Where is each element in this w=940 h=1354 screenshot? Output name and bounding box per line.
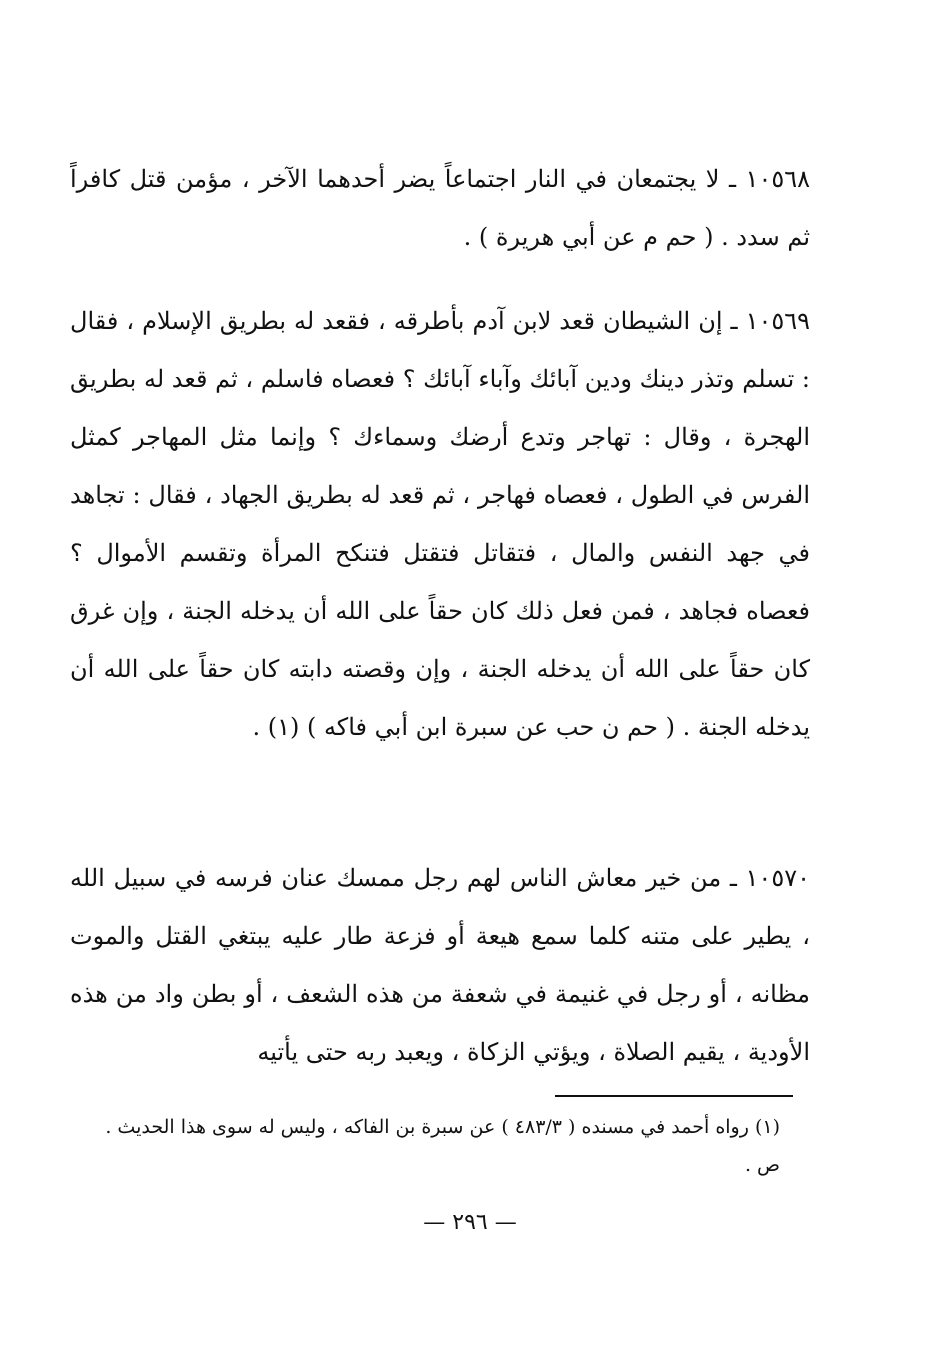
hadith-number: ١٠٥٦٨ bbox=[745, 165, 810, 193]
hadith-text: من خير معاش الناس لهم رجل ممسك عنان فرسه في سبيل الله ، يطير على متنه كلما سمع هيعة أو فزعة طار عليه يبتغي القتل والموت مظانه ، أو رجل في غنيمة في شعفة من هذه الشعف ، أو بطن واد من هذه الأودية ، يقيم الصلاة ، ويؤتي الزكاة ، ويعبد ربه حتى يأتيه bbox=[70, 864, 810, 1066]
hadith-10568: ١٠٥٦٨ ـ لا يجتمعان في النار اجتماعاً يضر أحدهما الآخر ، مؤمن قتل كافراً ثم سدد . ( حم م عن أبي هريرة ) . bbox=[70, 165, 810, 251]
hadith-10569: ١٠٥٦٩ ـ إن الشيطان قعد لابن آدم بأطرقه ، فقعد له بطريق الإسلام ، فقال : تسلم وتذر دينك ودين آبائك وآباء آبائك ؟ فعصاه فاسلم ، ثم قعد له بطريق الهجرة ، وقال : تهاجر وتدع أرضك وسماءك ؟ وإنما مثل المهاجر كمثل الفرس في الطول ، فعصاه فهاجر ، ثم قعد له بطريق الجهاد ، فقال : تجاهد في جهد النفس والمال ، فتقاتل فتقتل فتنكح المرأة وتقسم الأموال ؟ فعصاه فجاهد ، فمن فعل ذلك كان حقاً على الله أن يدخله الجنة ، وإن غرق كان حقاً على الله أن يدخله الجنة ، وإن وقصته دابته كان حقاً على الله أن يدخله الجنة . ( حم ن حب عن سبرة ابن أبي فاكه ) (١) . bbox=[70, 307, 811, 741]
hadith-number: ١٠٥٦٩ bbox=[745, 307, 811, 335]
hadith-10570: ١٠٥٧٠ ـ من خير معاش الناس لهم رجل ممسك عنان فرسه في سبيل الله ، يطير على متنه كلما سمع هيعة أو فزعة طار عليه يبتغي القتل والموت مظانه ، أو رجل في غنيمة في شعفة من هذه الشعف ، أو بطن واد من هذه الأودية ، يقيم الصلاة ، ويؤتي الزكاة ، ويعبد ربه حتى يأتيه bbox=[70, 864, 810, 1066]
footnote: (١) رواه أحمد في مسنده ( ٤٨٣/٣ ) عن سبرة بن الفاكه ، وليس له سوى هذا الحديث . ص . bbox=[105, 1116, 780, 1176]
hadith-number: ١٠٥٧٠ bbox=[745, 864, 810, 892]
hadith-text: إن الشيطان قعد لابن آدم بأطرقه ، فقعد له بطريق الإسلام ، فقال : تسلم وتذر دينك ودين آبائك وآباء آبائك ؟ فعصاه فاسلم ، ثم قعد له بطريق الهجرة ، وقال : تهاجر وتدع أرضك وسماءك ؟ وإنما مثل المهاجر كمثل الفرس في الطول ، فعصاه فهاجر ، ثم قعد له بطريق الجهاد ، فقال : تجاهد في جهد النفس والمال ، فتقاتل فتقتل فتنكح المرأة وتقسم الأموال ؟ فعصاه فجاهد ، فمن فعل ذلك كان حقاً على الله أن يدخله الجنة ، وإن غرق كان حقاً على الله أن يدخله الجنة ، وإن وقصته دابته كان حقاً على الله أن يدخله الجنة . ( حم ن حب عن سبرة ابن أبي فاكه ) (١) . bbox=[70, 307, 811, 741]
footnote-divider bbox=[555, 1095, 793, 1097]
page-number: — ٢٩٦ — bbox=[423, 1210, 517, 1235]
hadith-text: لا يجتمعان في النار اجتماعاً يضر أحدهما الآخر ، مؤمن قتل كافراً ثم سدد . ( حم م عن أبي هريرة ) . bbox=[70, 165, 810, 251]
